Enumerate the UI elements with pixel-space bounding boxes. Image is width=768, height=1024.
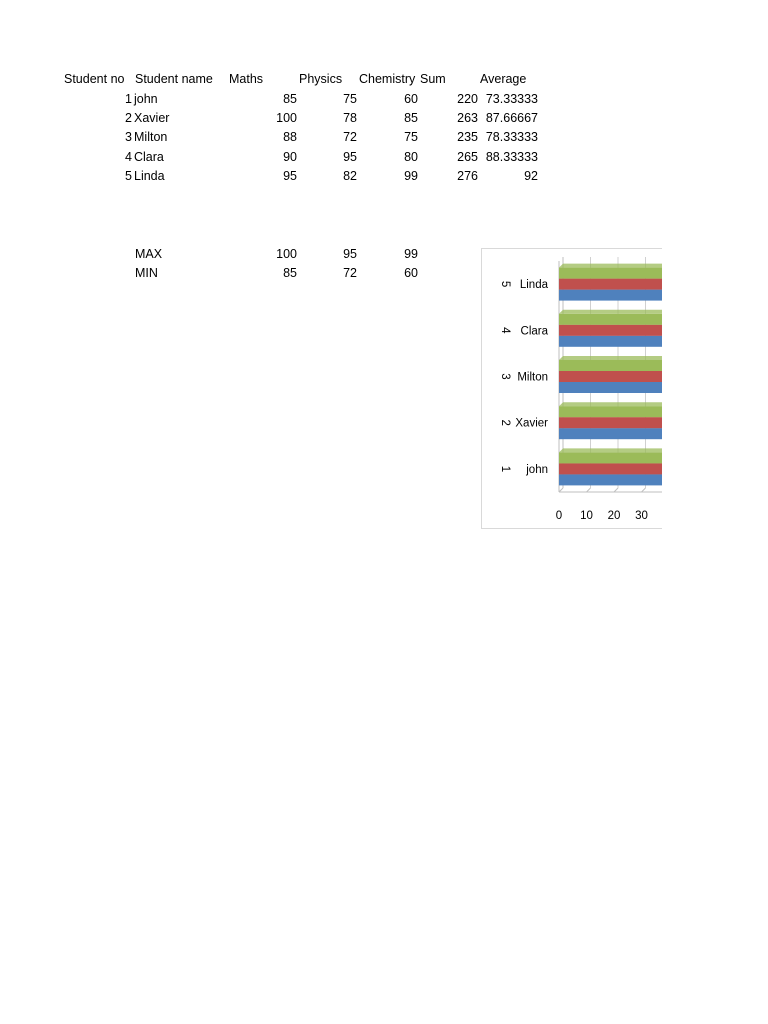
max-maths: 100 [276,247,297,261]
category-number-label: 1 [499,465,511,473]
x-tick-label: 20 [607,510,621,522]
bar [559,428,662,439]
bar [559,406,662,417]
bar-top-face [559,448,662,452]
cell-student-no: 5 [125,169,132,183]
category-label: Milton [517,371,548,384]
bar [559,360,662,371]
floor-gridline [587,488,591,492]
cell-average: 73.33333 [485,92,538,106]
floor-gridline [642,488,646,492]
x-tick-label: 10 [580,510,593,522]
cell-sum: 235 [457,130,478,144]
bar [559,336,662,347]
bar-top-face [559,264,662,268]
cell-maths: 90 [283,150,297,164]
cell-chemistry: 99 [404,169,418,183]
x-tick-label: 0 [555,510,563,522]
cell-student-name: Linda [134,169,165,183]
min-physics: 72 [343,266,357,280]
cell-chemistry: 85 [404,111,418,125]
min-chemistry: 60 [404,266,418,280]
cell-physics: 78 [343,111,357,125]
min-label: MIN [135,266,158,280]
max-chemistry: 99 [404,247,418,261]
cell-physics: 75 [343,92,357,106]
cell-student-no: 3 [125,130,132,144]
bar-chart-svg [482,249,662,528]
cell-average: 92 [524,169,538,183]
cell-chemistry: 80 [404,150,418,164]
cell-average: 88.33333 [485,150,538,164]
bar-top-face [559,310,662,314]
cell-student-name: john [134,92,158,106]
cell-sum: 265 [457,150,478,164]
header-student-no: Student no [64,72,125,86]
cell-student-no: 2 [125,111,132,125]
header-sum: Sum [420,72,446,86]
bar [559,325,662,336]
header-chemistry: Chemistry [359,72,416,86]
min-maths: 85 [283,266,297,280]
bar [559,314,662,325]
category-label: Clara [520,325,548,338]
cell-physics: 95 [343,150,357,164]
category-number-label: 3 [499,373,511,380]
cell-sum: 220 [457,92,478,106]
floor-gridline [559,488,563,492]
cell-maths: 88 [283,130,297,144]
bar [559,290,662,301]
cell-average: 78.33333 [485,130,538,144]
cell-maths: 85 [283,92,297,106]
cell-sum: 276 [457,169,478,183]
category-number-label: 2 [499,419,511,426]
bar [559,371,662,382]
cell-student-name: Milton [134,130,168,144]
header-average: Average [480,72,527,86]
cell-sum: 263 [457,111,478,125]
cell-maths: 95 [283,169,297,183]
max-label: MAX [135,247,163,261]
cell-maths: 100 [276,111,297,125]
header-maths: Maths [229,72,264,86]
cell-student-no: 1 [125,92,132,106]
cell-physics: 82 [343,169,357,183]
category-label: john [526,463,548,476]
bar [559,452,662,463]
bar [559,268,662,279]
floor-gridline [614,488,618,492]
header-physics: Physics [299,72,343,86]
cell-chemistry: 60 [404,92,418,106]
bar-chart [481,248,662,529]
cell-student-name: Clara [134,150,164,164]
bar-top-face [559,356,662,360]
header-student-name: Student name [135,72,213,86]
category-number-label: 5 [499,280,511,288]
cell-student-name: Xavier [134,111,170,125]
cell-student-no: 4 [125,150,132,164]
cell-physics: 72 [343,130,357,144]
bar [559,382,662,393]
bar [559,279,662,290]
x-tick-label: 30 [635,510,648,522]
cell-chemistry: 75 [404,130,418,144]
cell-average: 87.66667 [485,111,538,125]
category-label: Linda [519,279,548,292]
category-label: Xavier [515,417,548,430]
category-number-label: 4 [499,327,511,334]
bar [559,417,662,428]
bar [559,474,662,485]
bar [559,463,662,474]
bar-top-face [559,402,662,406]
max-physics: 95 [343,247,357,261]
